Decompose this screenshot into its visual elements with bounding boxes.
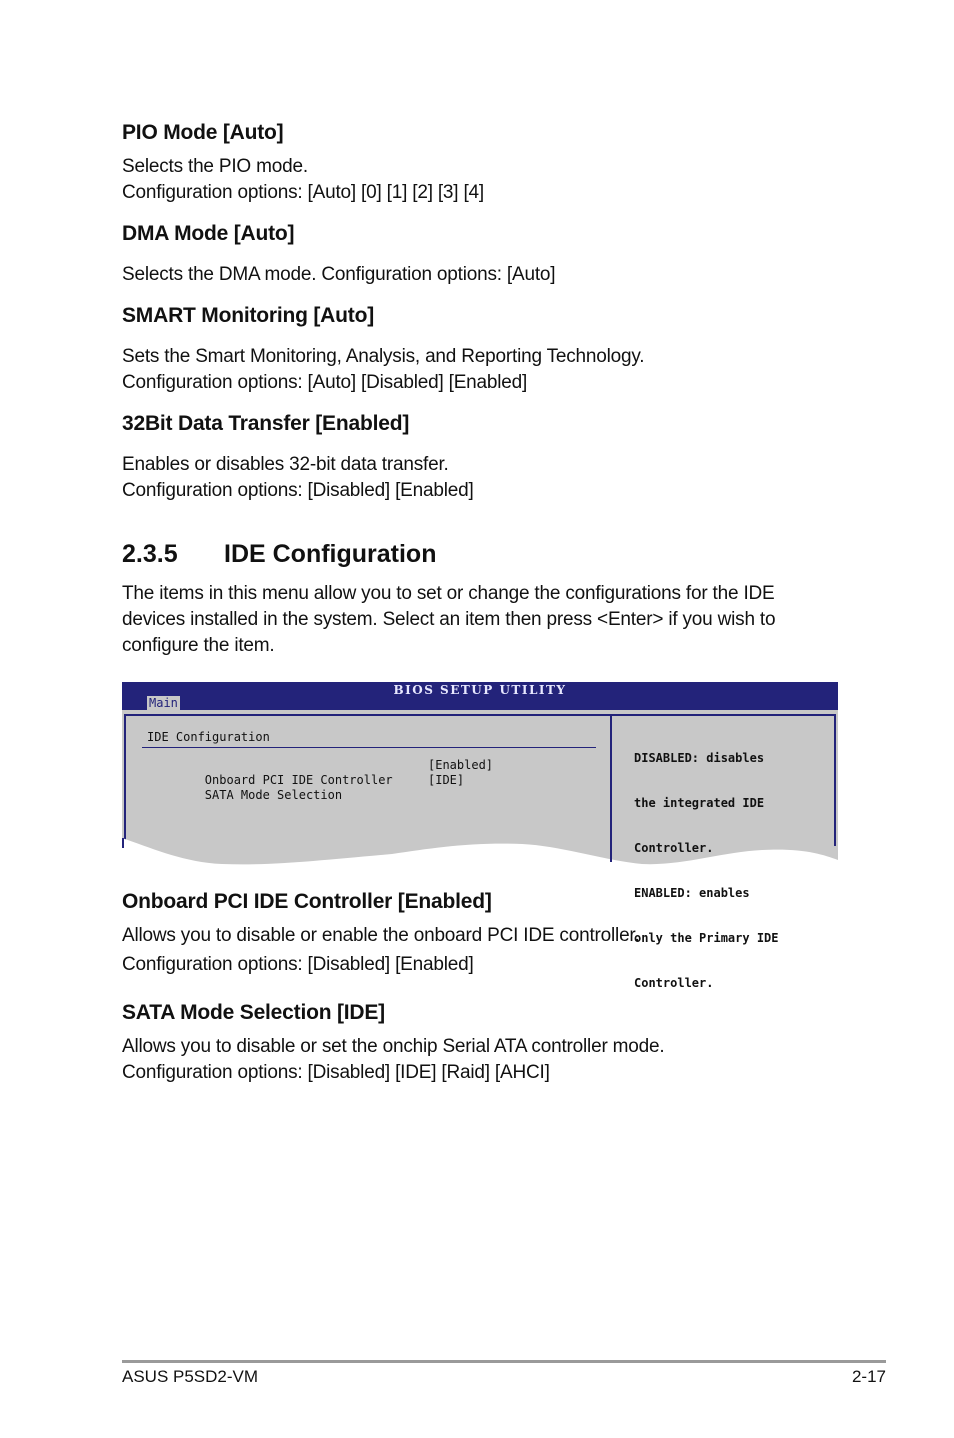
32bit-transfer-section xyxy=(122,411,842,504)
dma-mode-section xyxy=(122,221,842,288)
bios-help-line: the integrated IDE xyxy=(634,796,765,810)
onboard-pci-ide-heading: Onboard PCI IDE Controller [Enabled] xyxy=(122,890,492,913)
pio-mode-options: Configuration options: [Auto] [0] [1] [2] [3] [4] xyxy=(122,182,484,203)
bios-help-panel xyxy=(610,714,836,990)
32bit-transfer-heading: 32Bit Data Transfer [Enabled] xyxy=(122,412,410,435)
bios-item-sata-mode[interactable] xyxy=(147,773,465,833)
torn-edge xyxy=(122,838,838,868)
bios-tab-main[interactable]: Main xyxy=(149,696,178,710)
section-number: 2.3.5 xyxy=(122,540,178,568)
section-title: IDE Configuration xyxy=(224,540,437,568)
bios-help-line: DISABLED: disables xyxy=(634,751,765,765)
bios-section-title: IDE Configuration xyxy=(147,730,270,744)
ide-configuration-title xyxy=(122,539,842,569)
ide-intro-line-2: devices installed in the system. Select an item then press <Enter> if you wish to xyxy=(122,609,776,630)
smart-monitoring-heading: SMART Monitoring [Auto] xyxy=(122,304,374,327)
smart-monitoring-options: Configuration options: [Auto] [Disabled] [Enabled] xyxy=(122,372,528,393)
pio-mode-heading: PIO Mode [Auto] xyxy=(122,121,284,144)
ide-intro-line-1: The items in this menu allow you to set or change the configurations for the IDE xyxy=(122,583,775,604)
bios-item-label: SATA Mode Selection xyxy=(204,788,343,802)
sata-mode-heading: SATA Mode Selection [IDE] xyxy=(122,1001,385,1024)
dma-mode-description: Selects the DMA mode. Configuration options: [Auto] xyxy=(122,264,556,285)
ide-intro-line-3: configure the item. xyxy=(122,635,275,656)
pio-mode-description: Selects the PIO mode. xyxy=(122,156,308,177)
footer-product-name: ASUS P5SD2-VM xyxy=(122,1367,259,1386)
bios-title: BIOS SETUP UTILITY xyxy=(393,683,567,697)
bios-menu-panel xyxy=(124,714,610,842)
bios-help-line: only the Primary IDE xyxy=(634,931,779,945)
dma-mode-heading: DMA Mode [Auto] xyxy=(122,222,295,245)
bios-item-value: [IDE] xyxy=(428,773,465,787)
sata-mode-description: Allows you to disable or set the onchip Serial ATA controller mode. xyxy=(122,1036,665,1057)
onboard-pci-ide-section xyxy=(122,889,842,978)
onboard-pci-ide-description: Allows you to disable or enable the onboard PCI IDE controller. xyxy=(122,925,640,946)
32bit-transfer-description: Enables or disables 32-bit data transfer. xyxy=(122,454,449,475)
smart-monitoring-description: Sets the Smart Monitoring, Analysis, and Reporting Technology. xyxy=(122,346,645,367)
bios-help-line: ENABLED: enables xyxy=(634,886,750,900)
32bit-transfer-options: Configuration options: [Disabled] [Enabled] xyxy=(122,480,474,501)
pio-mode-section xyxy=(122,120,842,206)
onboard-pci-ide-options: Configuration options: [Disabled] [Enabled] xyxy=(122,954,474,975)
bios-help-line: Controller. xyxy=(634,976,714,990)
smart-monitoring-section xyxy=(122,303,842,396)
sata-mode-section xyxy=(122,1000,842,1086)
footer-page-number: 2-17 xyxy=(851,1367,886,1386)
bios-divider xyxy=(142,747,596,748)
sata-mode-options: Configuration options: [Disabled] [IDE] [Raid] [AHCI] xyxy=(122,1062,550,1083)
bios-item-value: [Enabled] xyxy=(428,758,494,772)
ide-configuration-section xyxy=(122,539,842,659)
bios-help-line: Controller. xyxy=(634,841,714,855)
bios-item-label: Onboard PCI IDE Controller xyxy=(204,773,393,787)
footer-rule xyxy=(122,1360,886,1363)
bios-title-bar xyxy=(122,682,838,710)
